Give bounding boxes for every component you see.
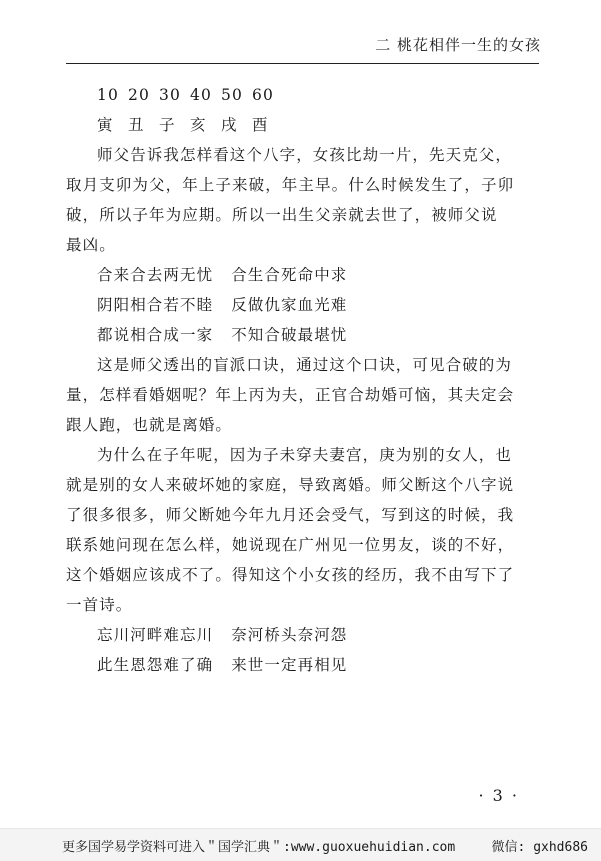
branch-char: 寅 (97, 116, 114, 134)
branch-char: 亥 (190, 116, 207, 134)
paragraph-line: 量，怎样看婚姻呢？年上丙为夫，正官合劫婚可恼，其夫定会 (66, 386, 515, 404)
paragraph-line: 一首诗。 (66, 596, 133, 614)
age-value: 50 (221, 86, 243, 104)
verse-line (66, 320, 538, 350)
paragraph-line: 这个婚姻应该成不了。得知这个小女孩的经历，我不由写下了 (66, 566, 515, 584)
footer-website-text: 更多国学易学资料可进入＂国学汇典＂:www.guoxuehuidian.com (62, 840, 456, 855)
verse-line (66, 260, 538, 290)
paragraph-line: 这是师父透出的盲派口诀，通过这个口诀，可见合破的为 (97, 356, 513, 374)
branch-char: 丑 (128, 116, 145, 134)
paragraph-line: 为什么在子年呢，因为子未穿夫妻宫，庚为别的女人，也 (97, 446, 513, 464)
verse-half: 阴阳相合若不睦 (97, 296, 214, 314)
paragraph-line: 了很多很多，师父断她今年九月还会受气，写到这的时候，我 (66, 506, 515, 524)
paragraph-line: 取月支卯为父，年上子来破，年主早。什么时候发生了，子卯 (66, 176, 515, 194)
paragraph-line: 跟人跑，也就是离婚。 (66, 416, 233, 434)
verse-line (66, 650, 538, 680)
verse-half: 合来合去两无忧 (97, 266, 214, 284)
paragraph-line: 师父告诉我怎样看这个八字，女孩比劫一片，先天克父， (97, 146, 513, 164)
age-value: 40 (190, 86, 212, 104)
paragraph-line: 联系她问现在怎么样，她说现在广州见一位男友，谈的不好， (66, 536, 515, 554)
verse-half: 奈河桥头奈河怨 (231, 626, 348, 644)
running-header-title: 二 桃花相伴一生的女孩 (375, 36, 541, 54)
verse-half: 合生合死命中求 (231, 266, 348, 284)
verse-half: 忘川河畔难忘川 (97, 626, 214, 644)
branch-char: 戌 (221, 116, 238, 134)
age-value: 20 (128, 86, 150, 104)
page-content (66, 80, 538, 680)
verse-half: 此生恩怨难了确 (97, 656, 214, 674)
branch-char: 酉 (252, 116, 269, 134)
paragraph-line: 就是别的女人来破坏她的家庭，导致离婚。师父断这个八字说 (66, 476, 515, 494)
verse-half: 不知合破最堪忧 (231, 326, 348, 344)
verse-half: 都说相合成一家 (97, 326, 214, 344)
paragraph-line: 最凶。 (66, 236, 116, 254)
footer-wechat-text: 微信: gxhd686 (491, 840, 588, 855)
age-value: 60 (252, 86, 274, 104)
verse-half: 来世一定再相见 (231, 656, 348, 674)
verse-line (66, 620, 538, 650)
verse-half: 反做仇家血光难 (231, 296, 348, 314)
watermark-footer (0, 828, 601, 861)
page-number: · 3 · (478, 786, 519, 805)
age-row (66, 80, 538, 110)
age-value: 10 (97, 86, 119, 104)
verse-line (66, 290, 538, 320)
branch-char: 子 (159, 116, 176, 134)
age-value: 30 (159, 86, 181, 104)
branch-row (66, 110, 538, 140)
header-rule (66, 63, 539, 64)
paragraph-line: 破，所以子年为应期。所以一出生父亲就去世了，被师父说 (66, 206, 498, 224)
